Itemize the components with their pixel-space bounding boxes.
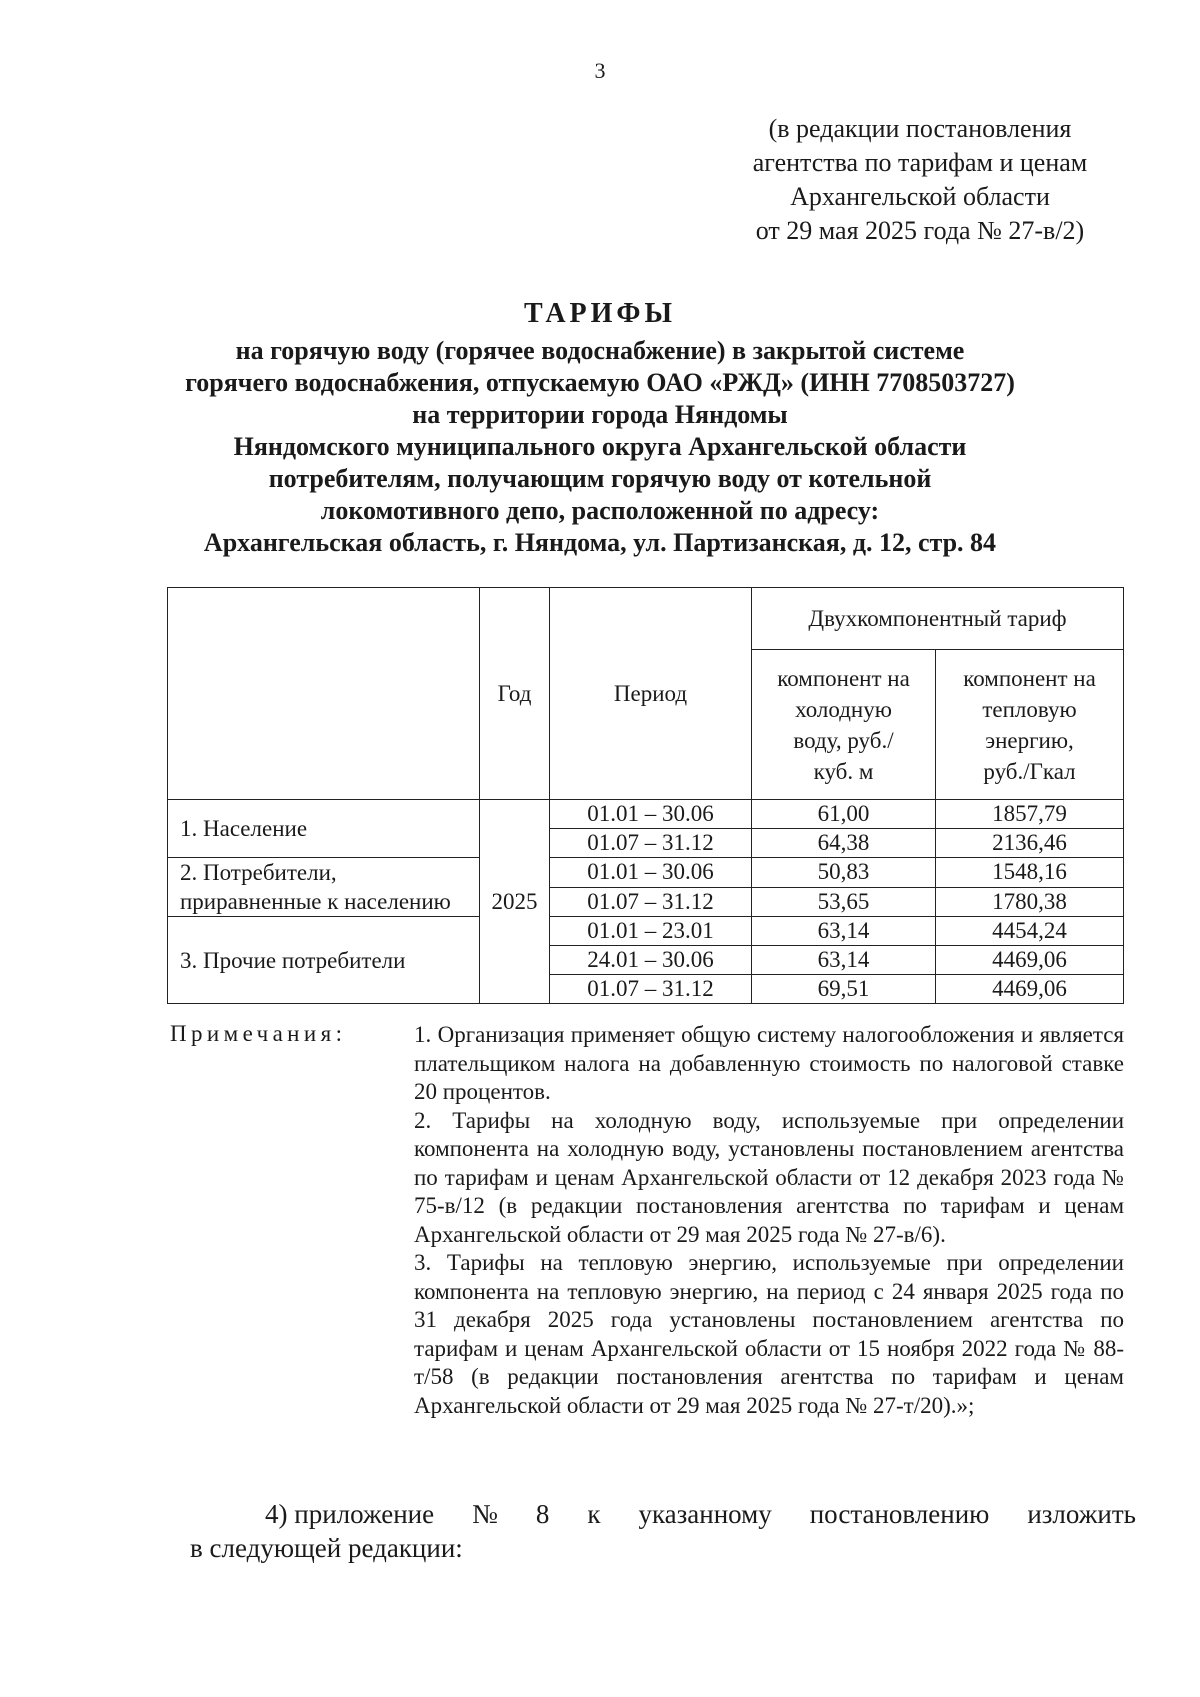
period-cell: 24.01 – 30.06 [550,946,752,975]
heat-cell: 1857,79 [936,800,1124,829]
period-cell: 01.01 – 30.06 [550,858,752,888]
paragraph-4-word: № [472,1499,498,1529]
header-cold-water-component: компонент на холодную воду, руб./куб. м [752,650,936,800]
cold-water-cell: 61,00 [752,800,936,829]
period-cell: 01.07 – 31.12 [550,975,752,1004]
subtitle-line: на горячую воду (горячее водоснабжение) в закрытой системе [235,336,965,365]
heat-cell: 1780,38 [936,887,1124,917]
heat-cell: 2136,46 [936,829,1124,858]
notes-label: Примечания: [170,1021,347,1046]
revision-note-line: от 29 мая 2025 года № 27-в/2) [755,216,1085,245]
subtitle-line: Архангельская область, г. Няндома, ул. Партизанская, д. 12, стр. 84 [203,528,997,557]
paragraph-4-word: изложить [1027,1499,1136,1529]
category-cell: 2. Потребители, приравненные к населению [168,858,480,917]
table-row [168,917,1124,946]
category-cell: 1. Население [168,800,480,858]
subtitle-line: Няндомского муниципального округа Архангельской области [233,432,967,461]
header-two-component-tariff: Двухкомпонентный тариф [752,588,1124,650]
page-number: 3 [594,58,606,83]
period-cell: 01.01 – 23.01 [550,917,752,946]
header-year: Год [480,588,550,800]
header-category [168,588,480,800]
heat-cell: 1548,16 [936,858,1124,888]
table-row [168,858,1124,888]
tariff-table [167,587,1124,1004]
paragraph-4 [190,1497,1136,1565]
document-title: ТАРИФЫ [524,298,676,329]
period-cell: 01.07 – 31.12 [550,887,752,917]
cold-water-cell: 63,14 [752,946,936,975]
notes [414,1021,1124,1420]
subtitle-line: потребителям, получающим горячую воду от котельной [268,464,932,493]
cold-water-cell: 50,83 [752,858,936,888]
subtitle-line: на территории города Няндомы [412,400,788,429]
paragraph-4-word: к [587,1499,601,1529]
paragraph-4-word: 4) приложение [265,1499,435,1529]
note-item: 2. Тарифы на холодную воду, используемые при определении компонента на холодную воду, установлены постановлением агентства по тарифам и ценам Архангельской области от 12 декабря 2023 года № 75-в/12 (в редакции постановления агентства по тарифам и ценам Архангельской области от 29 мая 2025 года № 27-в/6). [414,1107,1124,1247]
cold-water-cell: 63,14 [752,917,936,946]
revision-note-line: (в редакции постановления [768,114,1072,143]
cold-water-cell: 53,65 [752,887,936,917]
heat-cell: 4454,24 [936,917,1124,946]
heat-cell: 4469,06 [936,975,1124,1004]
paragraph-4-word: указанному [638,1499,772,1529]
revision-note-line: агентства по тарифам и ценам [752,148,1088,177]
note-item: 3. Тарифы на тепловую энергию, используемые при определении компонента на тепловую энергию, на период с 24 января 2025 года по 31 декабря 2025 года установлены постановлением агентства по тарифам и ценам Архангельской области от 15 ноября 2022 года № 88-т/58 (в редакции постановления агентства по тарифам и ценам Архангельской области от 29 мая 2025 года № 27-т/20).»; [414,1250,1124,1418]
note-item: 1. Организация применяет общую систему налогообложения и является плательщиком налога на добавленную стоимость по налоговой ставке 20 процентов. [414,1022,1124,1104]
header-period: Период [550,588,752,800]
heat-cell: 4469,06 [936,946,1124,975]
table-row [168,800,1124,829]
subtitle-line: горячего водоснабжения, отпускаемую ОАО «РЖД» (ИНН 7708503727) [185,368,1015,397]
paragraph-4-line-2: в следующей редакции: [190,1533,463,1563]
header-heat-component: компонент на тепловую энергию, руб./Гкал [936,650,1124,800]
paragraph-4-line-1 [190,1497,1136,1531]
cold-water-cell: 64,38 [752,829,936,858]
paragraph-4-word: 8 [535,1499,550,1529]
revision-note-line: Архангельской области [790,182,1050,211]
category-cell: 3. Прочие потребители [168,917,480,1004]
cold-water-cell: 69,51 [752,975,936,1004]
year-cell: 2025 [480,800,550,1004]
period-cell: 01.07 – 31.12 [550,829,752,858]
document-subtitle [60,335,1140,559]
subtitle-line: локомотивного депо, расположенной по адресу: [320,496,880,525]
revision-note [700,112,1140,248]
paragraph-4-word: постановлению [809,1499,990,1529]
period-cell: 01.01 – 30.06 [550,800,752,829]
